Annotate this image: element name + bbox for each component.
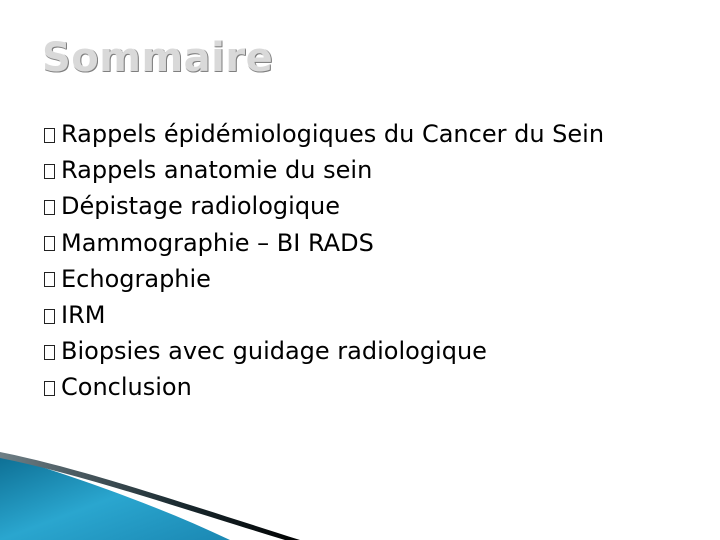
list-item-label: Rappels anatomie du sein xyxy=(61,156,373,185)
list-item-label: Biopsies avec guidage radiologique xyxy=(61,337,487,366)
empty-box-bullet-icon xyxy=(44,309,55,324)
list-item xyxy=(44,333,604,369)
list-item-label: Echographie xyxy=(61,264,211,293)
empty-box-bullet-icon xyxy=(44,381,55,396)
list-item-label: Dépistage radiologique xyxy=(61,192,341,221)
empty-box-bullet-icon xyxy=(44,272,55,287)
list-item-label: Conclusion xyxy=(61,373,192,402)
list-item xyxy=(44,188,604,224)
table-of-contents xyxy=(44,116,604,406)
list-item xyxy=(44,116,604,152)
page-title: Sommaire xyxy=(42,35,274,81)
list-item-label: Rappels épidémiologiques du Cancer du Sein xyxy=(61,120,605,149)
list-item xyxy=(44,225,604,261)
blue-swoosh-shape xyxy=(0,454,230,540)
empty-box-bullet-icon xyxy=(44,128,55,143)
list-item-label: Mammographie – BI RADS xyxy=(61,228,374,257)
list-item xyxy=(44,152,604,188)
list-item xyxy=(44,369,604,405)
list-item xyxy=(44,297,604,333)
empty-box-bullet-icon xyxy=(44,200,55,215)
empty-box-bullet-icon xyxy=(44,164,55,179)
corner-swoosh-decoration xyxy=(0,450,310,540)
empty-box-bullet-icon xyxy=(44,345,55,360)
list-item xyxy=(44,261,604,297)
list-item-label: IRM xyxy=(61,301,106,330)
empty-box-bullet-icon xyxy=(44,236,55,251)
